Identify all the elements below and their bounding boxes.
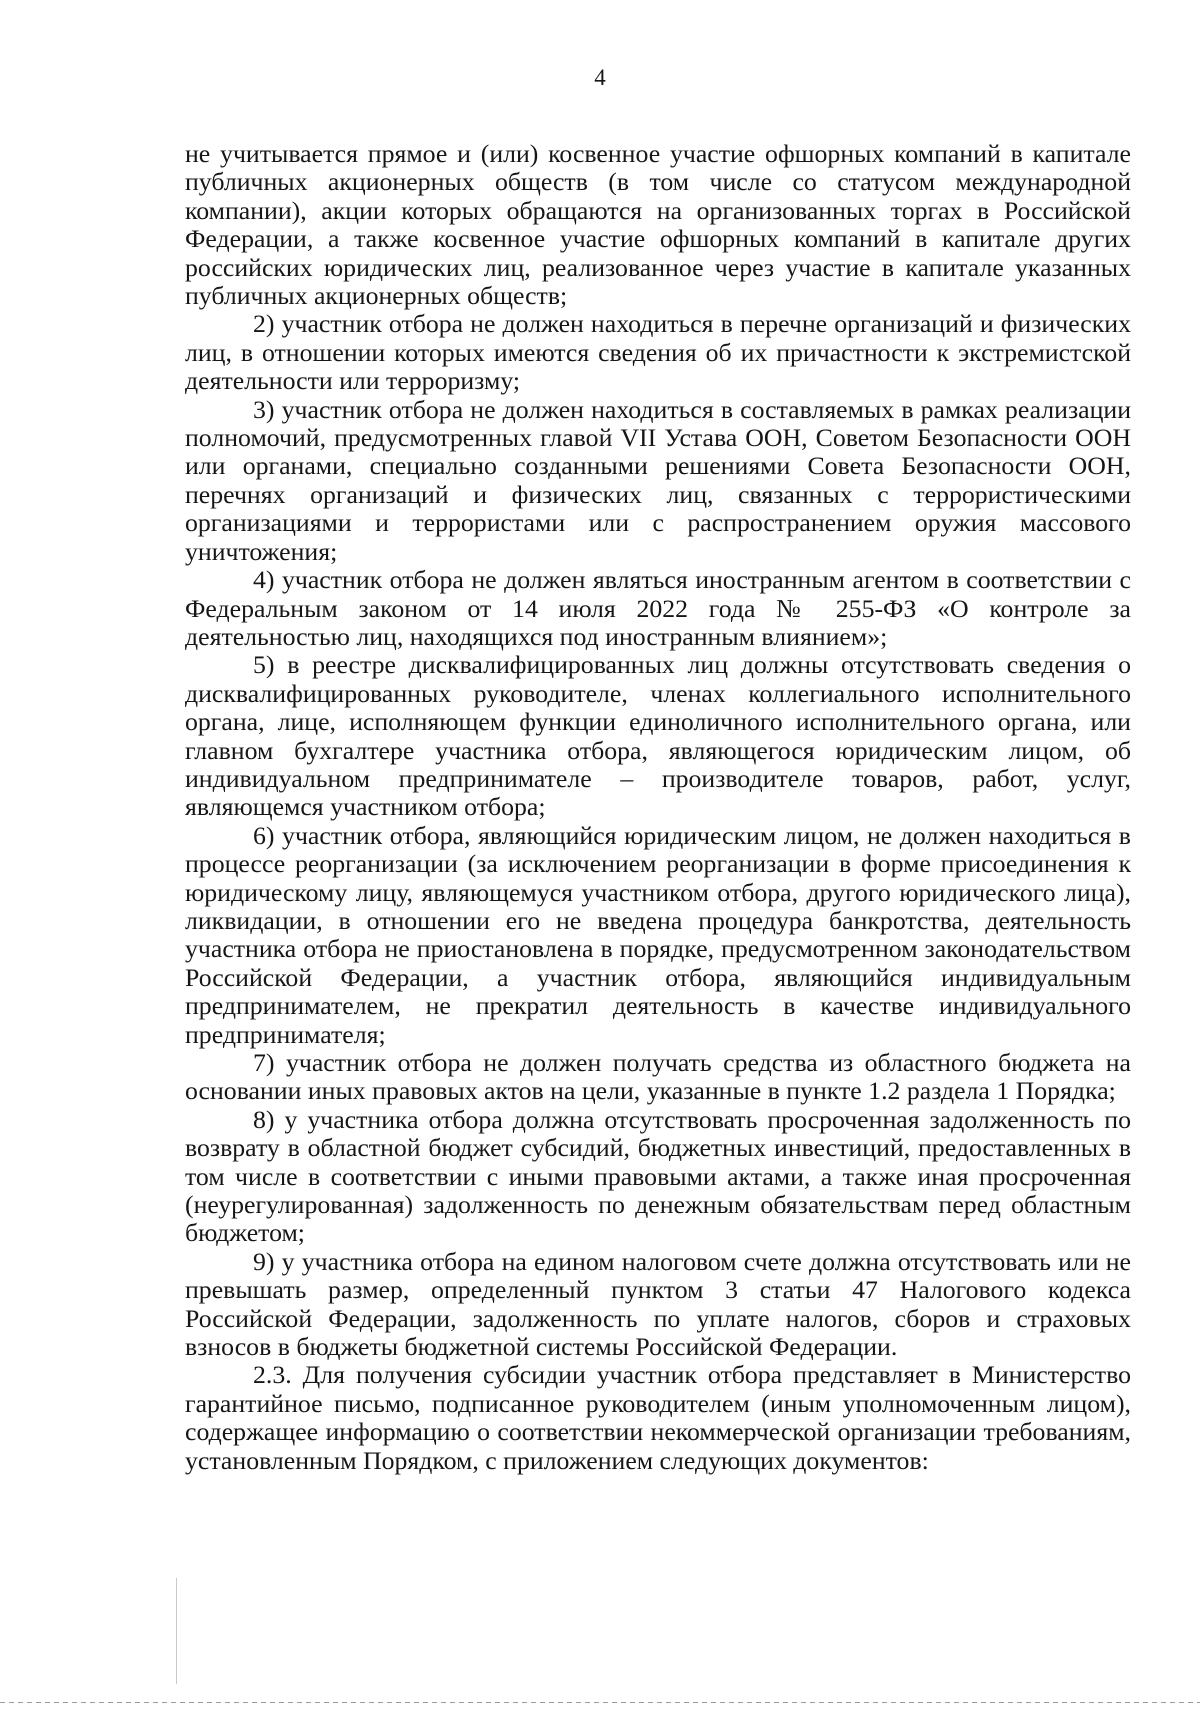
paragraph-item-6: 6) участник отбора, являющийся юридическим лицом, не должен находиться в процессе реорганизации (за исключением реорганизации в форме присоединения к юридическому лицу, являющемуся участником отбора, другого юридического лица), ликвидации, в отношении его не введена процедура банкротства, деятельность участника отбора не приостановлена в порядке, предусмотренном законодательством Российской Федерации, а участник отбора, являющийся индивидуальным предпринимателем, не прекратил деятельность в качестве индивидуального предпринимателя;: [185, 820, 1131, 1049]
scan-artifact-bottom-edge: [0, 1702, 1200, 1703]
document-body: [185, 140, 1131, 1475]
paragraph-item-9: 9) у участника отбора на едином налоговом счете должна отсутствовать или не превышать размер, определенный пунктом 3 статьи 47 Налогового кодекса Российской Федерации, задолженность по уплате налогов, сборов и страховых взносов в бюджеты бюджетной системы Российской Федерации.: [185, 1246, 1131, 1362]
paragraph-item-8: 8) у участника отбора должна отсутствовать просроченная задолженность по возврату в областной бюджет субсидий, бюджетных инвестиций, предоставленных в том числе в соответствии с иными правовыми актами, а также иная просроченная (неурегулированная) задолженность по денежным обязательствам перед областным бюджетом;: [185, 1104, 1131, 1248]
paragraph-item-3: 3) участник отбора не должен находиться в составляемых в рамках реализации полномочий, предусмотренных главой VII Устава ООН, Советом Безопасности ООН или органами, специально созданными решениями Совета Безопасности ООН, перечнях организаций и физических лиц, связанных с террористическими организациями и террористами или с распространением оружия массового уничтожения;: [185, 394, 1131, 566]
paragraph-continuation: не учитывается прямое и (или) косвенное участие офшорных компаний в капитале публичных акционерных обществ (в том числе со статусом международной компании), акции которых обращаются на организованных торгах в Российской Федерации, а также косвенное участие офшорных компаний в капитале других российских юридических лиц, реализованное через участие в капитале указанных публичных акционерных обществ;: [185, 139, 1131, 311]
paragraph-item-4: 4) участник отбора не должен являться иностранным агентом в соответствии с Федеральным законом от 14 июля 2022 года № 255-ФЗ «О контроле за деятельностью лиц, находящихся под иностранным влиянием»;: [185, 565, 1131, 651]
paragraph-clause-2-3: 2.3. Для получения субсидии участник отбора представляет в Министерство гарантийное письмо, подписанное руководителем (иным уполномоченным лицом), содержащее информацию о соответствии некоммерческой организации требованиям, установленным Порядком, с приложением следующих документов:: [185, 1360, 1131, 1475]
paragraph-item-5: 5) в реестре дисквалифицированных лиц должны отсутствовать сведения о дисквалифицированных руководителе, членах коллегиального исполнительного органа, лице, исполняющем функции единоличного исполнительного органа, или главном бухгалтере участника отбора, являющегося юридическим лицом, об индивидуальном предпринимателе – производителе товаров, работ, услуг, являющемся участником отбора;: [185, 650, 1131, 822]
scan-artifact-line: [176, 1578, 177, 1684]
paragraph-item-2: 2) участник отбора не должен находиться в перечне организаций и физических лиц, в отношении которых имеются сведения об их причастности к экстремистской деятельности или терроризму;: [185, 309, 1131, 396]
page-number: 4: [594, 65, 606, 90]
paragraph-item-7: 7) участник отбора не должен получать средства из областного бюджета на основании иных правовых актов на цели, указанные в пункте 1.2 раздела 1 Порядка;: [185, 1048, 1131, 1106]
